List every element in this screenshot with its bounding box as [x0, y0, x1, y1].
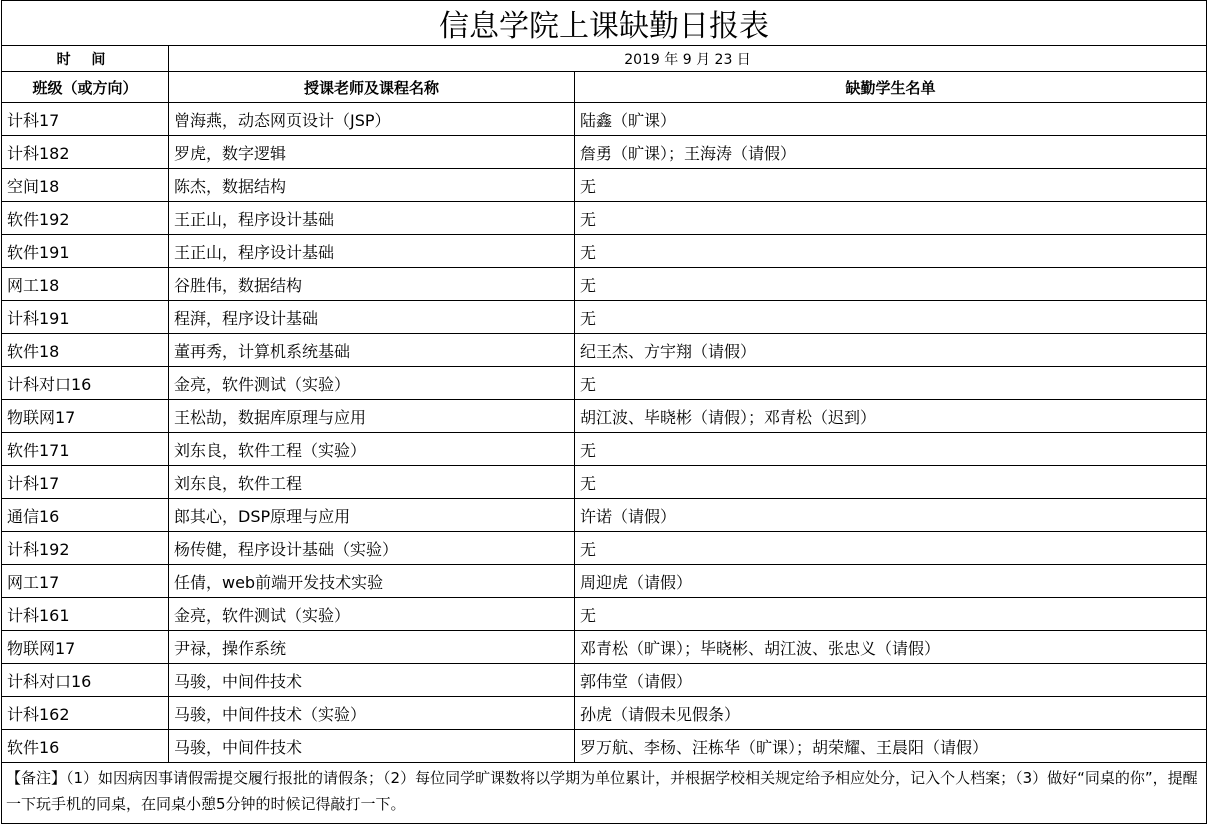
cell-class: 计科161: [2, 598, 169, 631]
table-row: [2, 334, 1207, 367]
cell-teacher-course: 陈杰，数据结构: [169, 169, 575, 202]
cell-teacher-course: 金亮，软件测试（实验）: [169, 367, 575, 400]
cell-class: 计科对口16: [2, 664, 169, 697]
cell-teacher-course: 马骏，中间件技术: [169, 730, 575, 763]
cell-teacher-course: 董再秀，计算机系统基础: [169, 334, 575, 367]
table-row: [2, 301, 1207, 334]
cell-absent: 无: [575, 202, 1207, 235]
table-row: [2, 136, 1207, 169]
cell-absent: 邓青松（旷课）；毕晓彬、胡江波、张忠义（请假）: [575, 631, 1207, 664]
cell-class: 通信16: [2, 499, 169, 532]
cell-class: 计科17: [2, 466, 169, 499]
cell-teacher-course: 金亮，软件测试（实验）: [169, 598, 575, 631]
cell-absent: 无: [575, 235, 1207, 268]
cell-teacher-course: 王正山，程序设计基础: [169, 235, 575, 268]
cell-teacher-course: 尹禄，操作系统: [169, 631, 575, 664]
cell-teacher-course: 杨传健，程序设计基础（实验）: [169, 532, 575, 565]
cell-teacher-course: 王松劼，数据库原理与应用: [169, 400, 575, 433]
cell-class: 空间18: [2, 169, 169, 202]
cell-absent: 许诺（请假）: [575, 499, 1207, 532]
table-row: [2, 697, 1207, 730]
table-row: [2, 565, 1207, 598]
report-date: 2019 年 9 月 23 日: [169, 46, 1207, 72]
table-row: [2, 367, 1207, 400]
cell-teacher-course: 程湃，程序设计基础: [169, 301, 575, 334]
cell-absent: 无: [575, 598, 1207, 631]
cell-class: 计科对口16: [2, 367, 169, 400]
cell-class: 软件191: [2, 235, 169, 268]
cell-teacher-course: 刘东良，软件工程（实验）: [169, 433, 575, 466]
cell-absent: 无: [575, 532, 1207, 565]
cell-absent: 无: [575, 367, 1207, 400]
header-teacher-course: 授课老师及课程名称: [169, 72, 575, 103]
cell-class: 软件18: [2, 334, 169, 367]
cell-class: 网工18: [2, 268, 169, 301]
cell-class: 网工17: [2, 565, 169, 598]
cell-absent: 陆鑫（旷课）: [575, 103, 1207, 136]
remarks-note: 【备注】（1）如因病因事请假需提交履行报批的请假条；（2）每位同学旷课数将以学期为单位累计，并根据学校相关规定给予相应处分，记入个人档案；（3）做好“同桌的你”，提醒一下玩手机的同桌，在同桌小憩5分钟的时候记得敲打一下。: [2, 763, 1207, 824]
cell-absent: 郭伟堂（请假）: [575, 664, 1207, 697]
cell-absent: 孙虎（请假未见假条）: [575, 697, 1207, 730]
table-row: [2, 169, 1207, 202]
table-row: [2, 202, 1207, 235]
table-row: [2, 466, 1207, 499]
cell-class: 软件171: [2, 433, 169, 466]
table-row: [2, 499, 1207, 532]
cell-teacher-course: 任倩，web前端开发技术实验: [169, 565, 575, 598]
time-label: 时 间: [2, 46, 169, 72]
cell-absent: 纪王杰、方宇翔（请假）: [575, 334, 1207, 367]
cell-class: 计科162: [2, 697, 169, 730]
table-row: [2, 664, 1207, 697]
header-absent: 缺勤学生名单: [575, 72, 1207, 103]
table-body: [2, 103, 1207, 763]
cell-class: 计科182: [2, 136, 169, 169]
cell-class: 物联网17: [2, 631, 169, 664]
cell-teacher-course: 刘东良，软件工程: [169, 466, 575, 499]
cell-absent: 周迎虎（请假）: [575, 565, 1207, 598]
cell-teacher-course: 谷胜伟，数据结构: [169, 268, 575, 301]
cell-teacher-course: 马骏，中间件技术（实验）: [169, 697, 575, 730]
cell-class: 计科191: [2, 301, 169, 334]
table-row: [2, 400, 1207, 433]
table-row: [2, 103, 1207, 136]
table-row: [2, 598, 1207, 631]
table-row: [2, 268, 1207, 301]
table-row: [2, 433, 1207, 466]
cell-absent: 罗万航、李杨、汪栋华（旷课）；胡荣耀、王晨阳（请假）: [575, 730, 1207, 763]
table-row: [2, 235, 1207, 268]
cell-teacher-course: 郎其心，DSP原理与应用: [169, 499, 575, 532]
cell-absent: 无: [575, 169, 1207, 202]
cell-absent: 无: [575, 301, 1207, 334]
table-row: [2, 532, 1207, 565]
report-title: 信息学院上课缺勤日报表: [2, 1, 1207, 46]
table-row: [2, 730, 1207, 763]
cell-class: 软件192: [2, 202, 169, 235]
cell-teacher-course: 王正山，程序设计基础: [169, 202, 575, 235]
cell-teacher-course: 曾海燕，动态网页设计（JSP）: [169, 103, 575, 136]
table-row: [2, 631, 1207, 664]
cell-absent: 无: [575, 268, 1207, 301]
cell-class: 计科17: [2, 103, 169, 136]
cell-absent: 胡江波、毕晓彬（请假）；邓青松（迟到）: [575, 400, 1207, 433]
cell-teacher-course: 罗虎，数字逻辑: [169, 136, 575, 169]
cell-class: 计科192: [2, 532, 169, 565]
cell-class: 软件16: [2, 730, 169, 763]
cell-class: 物联网17: [2, 400, 169, 433]
cell-teacher-course: 马骏，中间件技术: [169, 664, 575, 697]
cell-absent: 詹勇（旷课）；王海涛（请假）: [575, 136, 1207, 169]
cell-absent: 无: [575, 433, 1207, 466]
header-class: 班级（或方向）: [2, 72, 169, 103]
attendance-report-table: [1, 0, 1207, 824]
cell-absent: 无: [575, 466, 1207, 499]
